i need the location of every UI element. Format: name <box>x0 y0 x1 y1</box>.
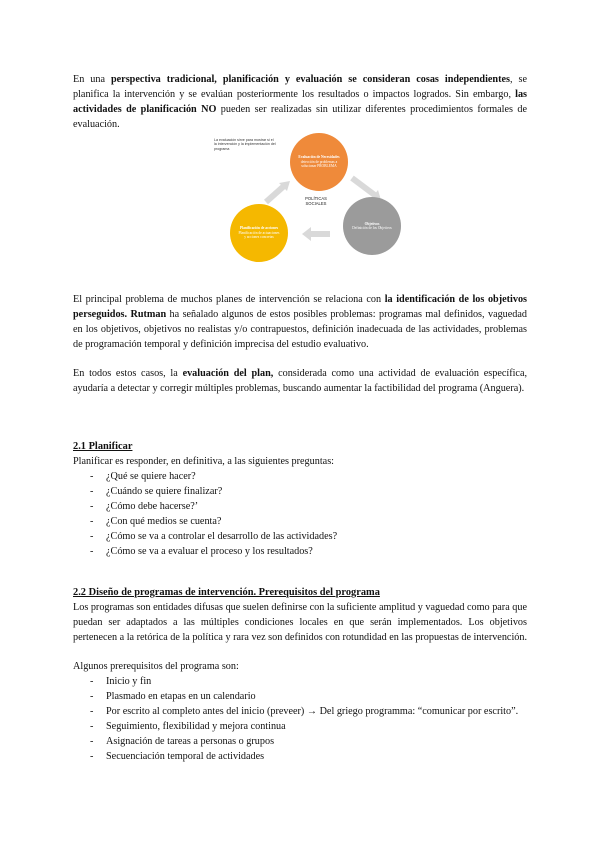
list-marker: - <box>90 546 94 557</box>
list-marker: - <box>90 736 94 747</box>
list-item-text: ¿Cuándo se quiere finalizar? <box>106 486 223 497</box>
planning-circle-title: Planificación de acciones <box>239 226 279 231</box>
questions-list <box>73 469 527 559</box>
list-marker: - <box>90 751 94 762</box>
list-item-text: Seguimiento, flexibilidad y mejora continua <box>106 721 286 732</box>
objectives-circle-title: Objetivos <box>364 221 380 226</box>
intro-text-1: En una <box>73 74 111 85</box>
prerequisites-list <box>73 674 527 764</box>
list-item <box>73 499 527 514</box>
planning-circle <box>230 204 288 262</box>
list-item-text: ¿Qué se quiere hacer? <box>106 471 196 482</box>
problem-text-2: ha señalado algunos de estos posibles problemas: programas mal definidos, vaguedad en los objetivos, objetivos no realistas y/o contrapuestos, definición inadecuada de las actividades, problemas de programación temporal y definición imprecisa del estudio evaluativo. <box>73 309 528 350</box>
section-2-2-lead: Algunos prerequisitos del programa son: <box>73 661 239 672</box>
intro-paragraph <box>73 72 527 132</box>
needs-circle-title: Evaluación de Necesidades <box>298 155 340 160</box>
arrow-top-right <box>352 178 376 196</box>
section-2-2-heading: 2.2 Diseño de programas de intervención. Prerequisitos del programa <box>73 587 380 598</box>
list-item <box>73 674 527 689</box>
list-item-text: ¿Con qué medios se cuenta? <box>106 516 222 527</box>
list-item-text: ¿Cómo debe hacerse?’ <box>106 501 199 512</box>
needs-circle-body: detección de problemas a solucionar PROBLEMA <box>300 159 338 169</box>
section-2-2-paragraph: Los programas son entidades difusas que suelen definirse con la suficiente amplitud y vaguedad como para que puedan ser adaptados a las múltiples condiciones locales en que serán implementados. Los objetivos pertenecen a la retórica de la política y rara vez son definidos con rotundidad en las propuestas de intervención. <box>73 602 528 643</box>
list-item-text: Asignación de tareas a personas o grupos <box>106 736 275 747</box>
intro-text-2: , se planifica la intervención y se evalúan posteriormente los resultados o impactos logrados. Sin embargo, <box>73 74 527 100</box>
planning-circle-body: Planificación de actuaciones y acciones concretas <box>238 230 280 240</box>
list-item <box>73 529 527 544</box>
planning-cycle-diagram <box>200 130 420 270</box>
list-item <box>73 749 527 764</box>
list-item-text: ¿Cómo se va a evaluar el proceso y los resultados? <box>106 546 313 557</box>
problem-paragraph <box>73 292 527 352</box>
intro-bold-1: perspectiva tradicional, planificación y evaluación se consideran cosas independientes <box>110 74 510 85</box>
list-item-text: ¿Cómo se va a controlar el desarrollo de las actividades? <box>106 531 338 542</box>
arrow-bottom-head <box>302 227 311 241</box>
objectives-circle-body: Definición de los Objetivos <box>352 226 392 230</box>
list-item <box>73 704 527 719</box>
section-2-1-lead: Planificar es responder, en definitiva, a las siguientes preguntas: <box>73 456 334 467</box>
list-marker: - <box>90 706 94 717</box>
list-item <box>73 689 527 704</box>
cases-paragraph <box>73 366 527 396</box>
list-item <box>73 734 527 749</box>
diagram-note: La evaluación sirve para mostrar si el la intervención y la implementación del programa <box>214 138 276 151</box>
list-item <box>73 544 527 559</box>
cases-bold-1: evaluación del plan, <box>182 368 274 379</box>
list-marker: - <box>90 691 94 702</box>
list-marker: - <box>90 721 94 732</box>
diagram-center-label: POLÍTICAS SOCIALES <box>305 196 327 206</box>
intro-text-3: pueden ser realizadas sin utilizar diferentes procedimientos formales de evaluación. <box>73 104 527 130</box>
list-marker: - <box>90 531 94 542</box>
section-2-1-heading: 2.1 Planificar <box>73 441 133 452</box>
list-marker: - <box>90 471 94 482</box>
list-marker: - <box>90 516 94 527</box>
list-item <box>73 719 527 734</box>
cases-text-1: En todos estos casos, la <box>73 368 183 379</box>
intro-bold-2: las actividades de planificación NO <box>73 89 527 115</box>
problem-text-1: El principal problema de muchos planes de intervención se relaciona con <box>73 294 385 305</box>
list-item-text: Inicio y fin <box>106 676 152 687</box>
arrow-left-up <box>266 186 284 202</box>
objectives-circle <box>343 197 401 255</box>
needs-circle <box>290 133 348 191</box>
list-item <box>73 484 527 499</box>
list-marker: - <box>90 486 94 497</box>
problem-bold-1: la identificación de los objetivos perseguidos. Rutman <box>73 294 528 320</box>
list-item-text: Plasmado en etapas en un calendario <box>106 691 256 702</box>
list-item-text: Secuenciación temporal de actividades <box>106 751 265 762</box>
cases-text-2: considerada como una actividad de evaluación específica, ayudaría a detectar y corregir múltiples problemas, buscando aumentar la factibilidad del programa (Anguera). <box>73 368 528 394</box>
list-marker: - <box>90 676 94 687</box>
list-item <box>73 514 527 529</box>
list-item-text: Por escrito al completo antes del inicio (preveer) → Del griego programma: “comunicar por escrito”. <box>106 706 519 717</box>
list-marker: - <box>90 501 94 512</box>
list-item <box>73 469 527 484</box>
